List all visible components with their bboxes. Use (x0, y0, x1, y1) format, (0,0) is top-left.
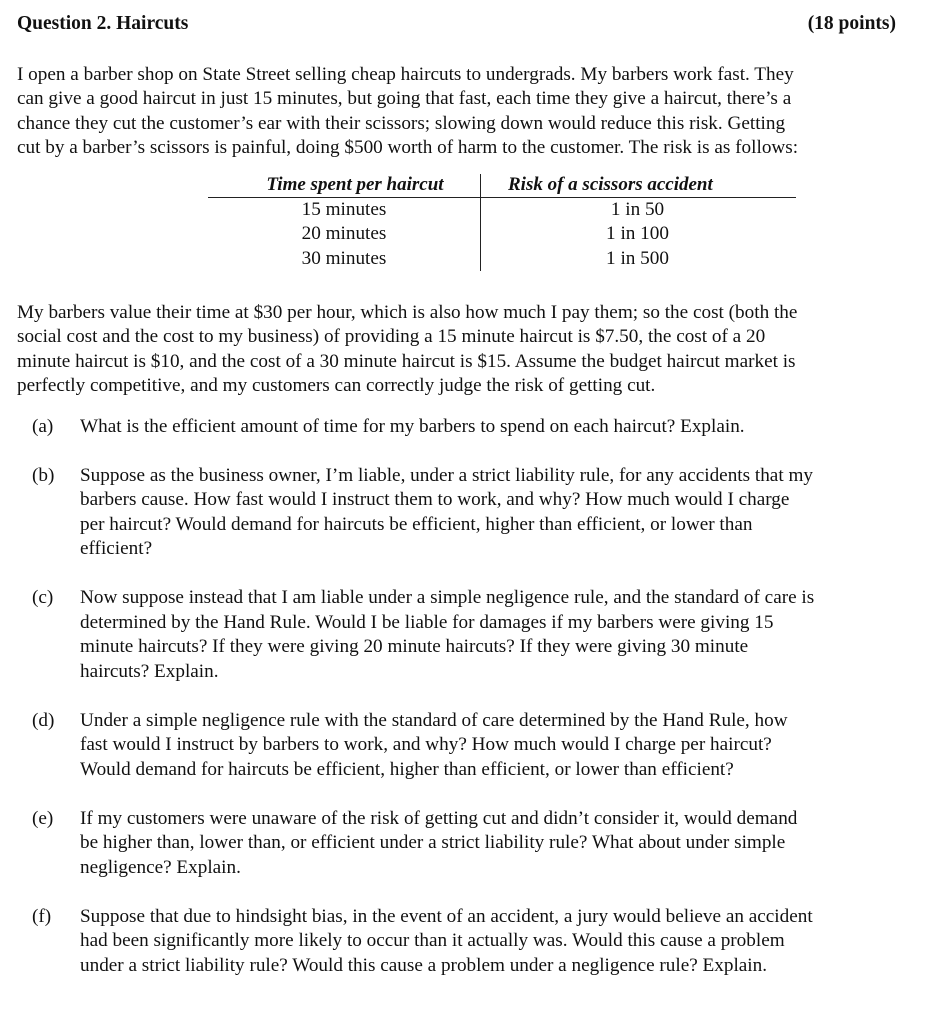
part-label: (b) (32, 464, 55, 486)
part-text (64, 415, 902, 440)
part-line: barbers cause. How fast would I instruct them to work, and why? How much would I charge (80, 489, 790, 510)
part-label: (c) (32, 587, 54, 608)
intro-line: cut by a barber’s scissors is painful, doing $500 worth of harm to the customer. The risk is as follows: (17, 137, 799, 158)
part-label: (e) (32, 807, 54, 829)
context-line: perfectly competitive, and my customers can correctly judge the risk of getting cut. (17, 375, 656, 396)
part-line: Suppose that due to hindsight bias, in the event of an accident, a jury would believe an accident (80, 905, 813, 927)
part-line: determined by the Hand Rule. Would I be liable for damages if my barbers were giving 15 (80, 611, 774, 633)
cell-time: 15 minutes (208, 197, 481, 222)
part-label: (f) (32, 905, 52, 927)
table-header-row (208, 174, 796, 198)
cell-time: 30 minutes (208, 247, 481, 272)
part-line: minute haircuts? If they were giving 20 minute haircuts? If they were giving 30 minute (80, 636, 749, 657)
cell-risk: 1 in 100 (606, 223, 669, 245)
risk-table (208, 174, 796, 272)
table-row (208, 197, 796, 222)
part-line: If my customers were unaware of the risk of getting cut and didn’t consider it, would demand (80, 807, 798, 829)
part-text (64, 709, 902, 783)
question-part-d (17, 709, 902, 783)
part-line: be higher than, lower than, or efficient under a strict liability rule? What about under simple (80, 832, 786, 853)
intro-paragraph (17, 63, 902, 161)
header-time: Time spent per haircut (208, 174, 481, 198)
question-header (17, 12, 902, 37)
cell-time: 20 minutes (208, 222, 481, 247)
part-line: under a strict liability rule? Would this cause a problem under a negligence rule? Explain. (80, 954, 768, 976)
part-line: Under a simple negligence rule with the standard of care determined by the Hand Rule, how (80, 709, 788, 731)
part-line: haircuts? Explain. (80, 660, 219, 682)
table-row (208, 247, 796, 272)
intro-line: I open a barber shop on State Street selling cheap haircuts to undergrads. My barbers work fast. They (17, 63, 794, 85)
part-text (64, 905, 902, 979)
question-points: (18 points) (807, 13, 896, 34)
part-line: negligence? Explain. (80, 856, 241, 878)
intro-line: can give a good haircut in just 15 minutes, but going that fast, each time they give a haircut, there’s a (17, 88, 792, 109)
part-label: (a) (32, 415, 54, 437)
question-part-a (17, 415, 902, 440)
part-label: (d) (32, 709, 55, 731)
question-part-f (17, 905, 902, 979)
context-line: minute haircut is $10, and the cost of a 30 minute haircut is $15. Assume the budget haircut market is (17, 350, 796, 372)
cell-risk: 1 in 50 (610, 198, 665, 220)
part-text (64, 464, 902, 562)
part-text (64, 586, 902, 684)
intro-line: chance they cut the customer’s ear with their scissors; slowing down would reduce this risk. Getting (17, 112, 786, 134)
part-text (64, 807, 902, 881)
question-title: Question 2. Haircuts (17, 13, 189, 34)
question-part-e (17, 807, 902, 881)
part-line: had been significantly more likely to occur than it actually was. Would this cause a problem (80, 930, 785, 951)
context-line: social cost and the cost to my business) of providing a 15 minute haircut is $7.50, the cost of a 20 (17, 326, 766, 347)
cell-risk: 1 in 500 (606, 247, 669, 269)
header-risk: Risk of a scissors accident (481, 174, 797, 198)
question-parts-list (17, 415, 902, 979)
part-line: Now suppose instead that I am liable under a simple negligence rule, and the standard of care is (80, 587, 815, 608)
part-line: efficient? (80, 538, 153, 559)
part-line: fast would I instruct by barbers to work, and why? How much would I charge per haircut? (80, 734, 772, 755)
table-row (208, 222, 796, 247)
part-line: per haircut? Would demand for haircuts be efficient, higher than efficient, or lower than (80, 513, 753, 535)
context-paragraph (17, 301, 902, 399)
question-part-c (17, 586, 902, 684)
question-page (17, 12, 902, 1003)
context-line: My barbers value their time at $30 per hour, which is also how much I pay them; so the cost (both the (17, 301, 798, 323)
part-line: What is the efficient amount of time for my barbers to spend on each haircut? Explain. (80, 415, 745, 437)
question-part-b (17, 464, 902, 562)
part-line: Would demand for haircuts be efficient, higher than efficient, or lower than efficient? (80, 758, 734, 780)
part-line: Suppose as the business owner, I’m liable, under a strict liability rule, for any accidents that my (80, 464, 813, 486)
risk-table-container (17, 174, 902, 272)
